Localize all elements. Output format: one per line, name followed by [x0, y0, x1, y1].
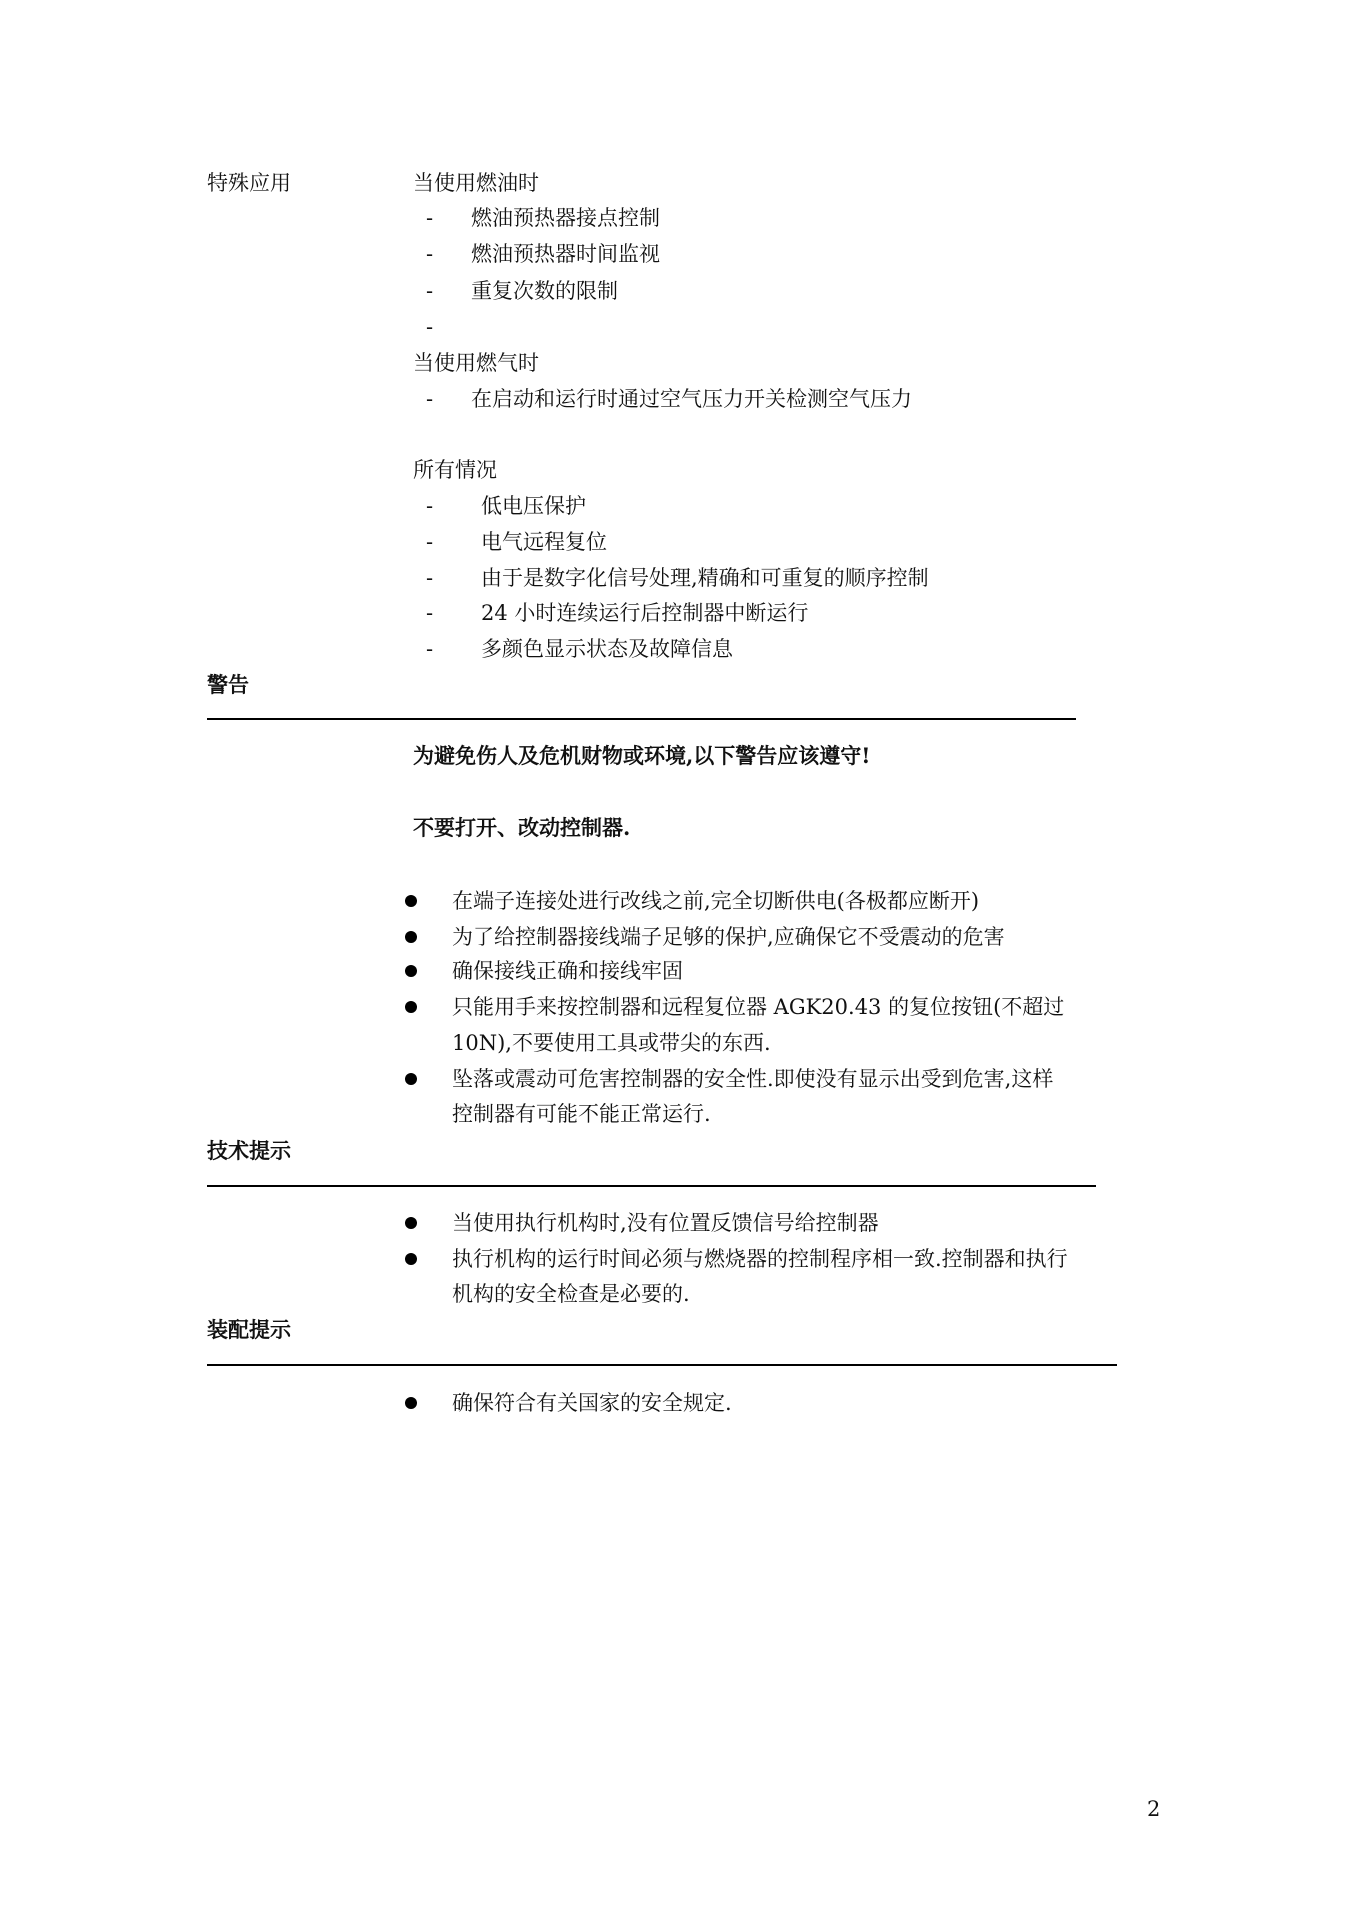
- bullet-icon: [405, 895, 417, 907]
- section-label-warning: 警告: [207, 672, 249, 697]
- dash: -: [426, 494, 434, 518]
- bullet-icon: [405, 1073, 417, 1085]
- bullet-icon: [405, 965, 417, 977]
- bullet-icon: [405, 1217, 417, 1229]
- section-label-tech: 技术提示: [207, 1138, 291, 1163]
- divider: [207, 1364, 1117, 1366]
- bullet-icon: [405, 1001, 417, 1013]
- list-item-cont: 控制器有可能不能正常运行.: [452, 1102, 711, 1126]
- section-label-special: 特殊应用: [207, 171, 291, 195]
- dash: -: [426, 279, 434, 303]
- warning-note: 不要打开、改动控制器.: [413, 815, 631, 840]
- list-item: 由于是数字化信号处理,精确和可重复的顺序控制: [481, 566, 929, 590]
- dash: -: [426, 637, 434, 661]
- list-item-cont: 机构的安全检查是必要的.: [452, 1282, 690, 1306]
- dash: -: [426, 315, 434, 339]
- all-heading: 所有情况: [413, 458, 497, 482]
- dash: -: [426, 566, 434, 590]
- divider: [207, 718, 1076, 720]
- list-item: 燃油预热器时间监视: [471, 242, 660, 266]
- list-item: 电气远程复位: [481, 530, 607, 554]
- list-item: 确保接线正确和接线牢固: [452, 959, 683, 983]
- list-item: 执行机构的运行时间必须与燃烧器的控制程序相一致.控制器和执行: [452, 1247, 1068, 1271]
- gas-heading: 当使用燃气时: [413, 351, 539, 375]
- dash: -: [426, 530, 434, 554]
- list-item: 在端子连接处进行改线之前,完全切断供电(各极都应断开): [452, 889, 980, 913]
- list-item-cont: 10N),不要使用工具或带尖的东西.: [452, 1031, 771, 1055]
- dash: -: [426, 387, 434, 411]
- bullet-icon: [405, 931, 417, 943]
- list-item: 为了给控制器接线端子足够的保护,应确保它不受震动的危害: [452, 925, 1005, 949]
- warning-intro: 为避免伤人及危机财物或环境,以下警告应该遵守!: [413, 743, 871, 768]
- section-label-assembly: 装配提示: [207, 1317, 291, 1342]
- dash: -: [426, 242, 434, 266]
- list-item: 燃油预热器接点控制: [471, 206, 660, 230]
- list-item: 24 小时连续运行后控制器中断运行: [481, 601, 809, 625]
- divider: [207, 1185, 1096, 1187]
- oil-heading: 当使用燃油时: [413, 171, 539, 195]
- list-item: 当使用执行机构时,没有位置反馈信号给控制器: [452, 1211, 879, 1235]
- list-item: 多颜色显示状态及故障信息: [481, 637, 733, 661]
- list-item: 低电压保护: [481, 494, 586, 518]
- dash: -: [426, 206, 434, 230]
- bullet-icon: [405, 1253, 417, 1265]
- dash: -: [426, 601, 434, 625]
- list-item: 重复次数的限制: [471, 279, 618, 303]
- bullet-icon: [405, 1397, 417, 1409]
- list-item: 确保符合有关国家的安全规定.: [452, 1391, 732, 1415]
- list-item: 坠落或震动可危害控制器的安全性.即使没有显示出受到危害,这样: [452, 1067, 1054, 1091]
- list-item: 在启动和运行时通过空气压力开关检测空气压力: [471, 387, 912, 411]
- list-item: 只能用手来按控制器和远程复位器 AGK20.43 的复位按钮(不超过: [452, 995, 1065, 1019]
- page-number: 2: [1147, 1797, 1161, 1821]
